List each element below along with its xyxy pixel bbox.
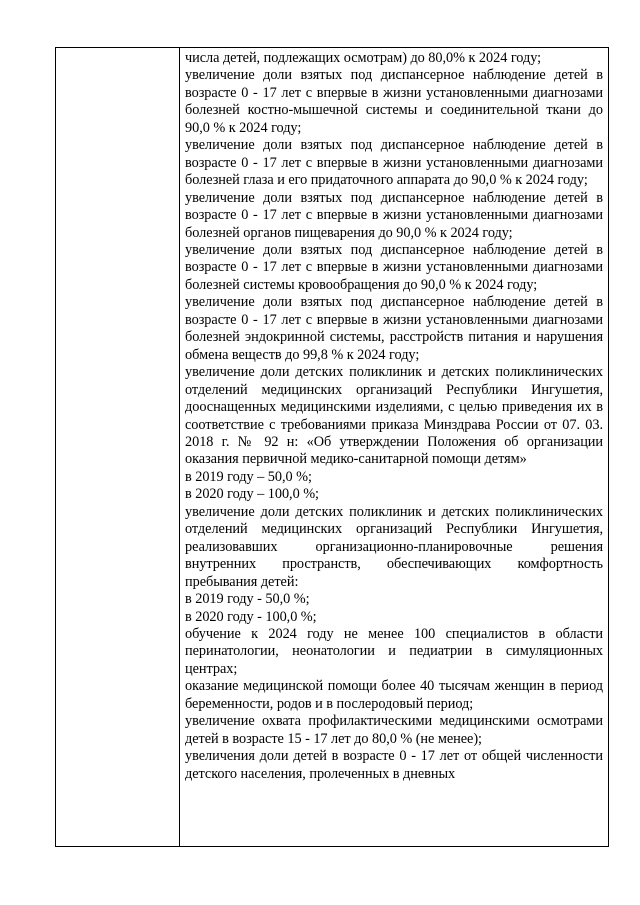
paragraph-10: увеличение доли детских поликлиник и детских поликлинических отделений медицинских организаций Республики Ингушетия, реализовавших организационно-планировочные решения внутренних пространств, обеспечивающих комфортность пребывания детей: <box>185 503 603 590</box>
paragraph-9: в 2020 году – 100,0 %; <box>185 486 319 503</box>
paragraph-14: оказание медицинской помощи более 40 тысячам женщин в период беременности, родов и в послеродовый период; <box>185 678 603 712</box>
document-table <box>55 47 609 847</box>
paragraph-6: увеличение доли взятых под диспансерное наблюдение детей в возрасте 0 - 17 лет с впервые в жизни установленными диагнозами болезней эндокринной системы, расстройств питания и нарушения обмена веществ до 99,8 % к 2024 году; <box>185 294 603 363</box>
paragraph-1: числа детей, подлежащих осмотрам) до 80,0% к 2024 году; <box>185 50 542 66</box>
paragraph-11: в 2019 году - 50,0 %; <box>185 591 310 608</box>
paragraph-7: увеличение доли детских поликлиник и детских поликлинических отделений медицинских организаций Республики Ингушетия, дооснащенных медицинскими изделиями, с целью приведения их в соответствие с требованиями приказа Минздрава России от 07. 03. 2018 г. № 92 н: «Об утверждении Положения об организации оказания первичной медико-санитарной помощи детям» <box>185 364 603 468</box>
paragraph-8: в 2019 году – 50,0 %; <box>185 468 312 485</box>
paragraph-15: увеличение охвата профилактическими медицинскими осмотрами детей в возрасте 15 - 17 лет до 80,0 % (не менее); <box>185 713 603 747</box>
table-right-column <box>180 48 608 846</box>
paragraph-12: в 2020 году - 100,0 %; <box>185 608 317 625</box>
paragraph-2: увеличение доли взятых под диспансерное наблюдение детей в возрасте 0 - 17 лет с впервые в жизни установленными диагнозами болезней костно-мышечной системы и соединительной ткани до 90,0 % к 2024 году; <box>185 67 603 136</box>
paragraph-4: увеличение доли взятых под диспансерное наблюдение детей в возрасте 0 - 17 лет с впервые в жизни установленными диагнозами болезней органов пищеварения до 90,0 % к 2024 году; <box>185 189 603 241</box>
paragraph-16: увеличения доли детей в возрасте 0 - 17 лет от общей численности детского населения, пролеченных в дневных <box>185 748 603 782</box>
table-left-column <box>56 48 180 846</box>
paragraph-3: увеличение доли взятых под диспансерное наблюдение детей в возрасте 0 - 17 лет с впервые в жизни установленными диагнозами болезней глаза и его придаточного аппарата до 90,0 % к 2024 году; <box>185 137 603 189</box>
paragraph-13: обучение к 2024 году не менее 100 специалистов в области перинатологии, неонатологии и педиатрии в симуляционных центрах; <box>185 625 603 677</box>
paragraph-5: увеличение доли взятых под диспансерное наблюдение детей в возрасте 0 - 17 лет с впервые в жизни установленными диагнозами болезней системы кровообращения до 90,0 % к 2024 году; <box>185 241 603 293</box>
